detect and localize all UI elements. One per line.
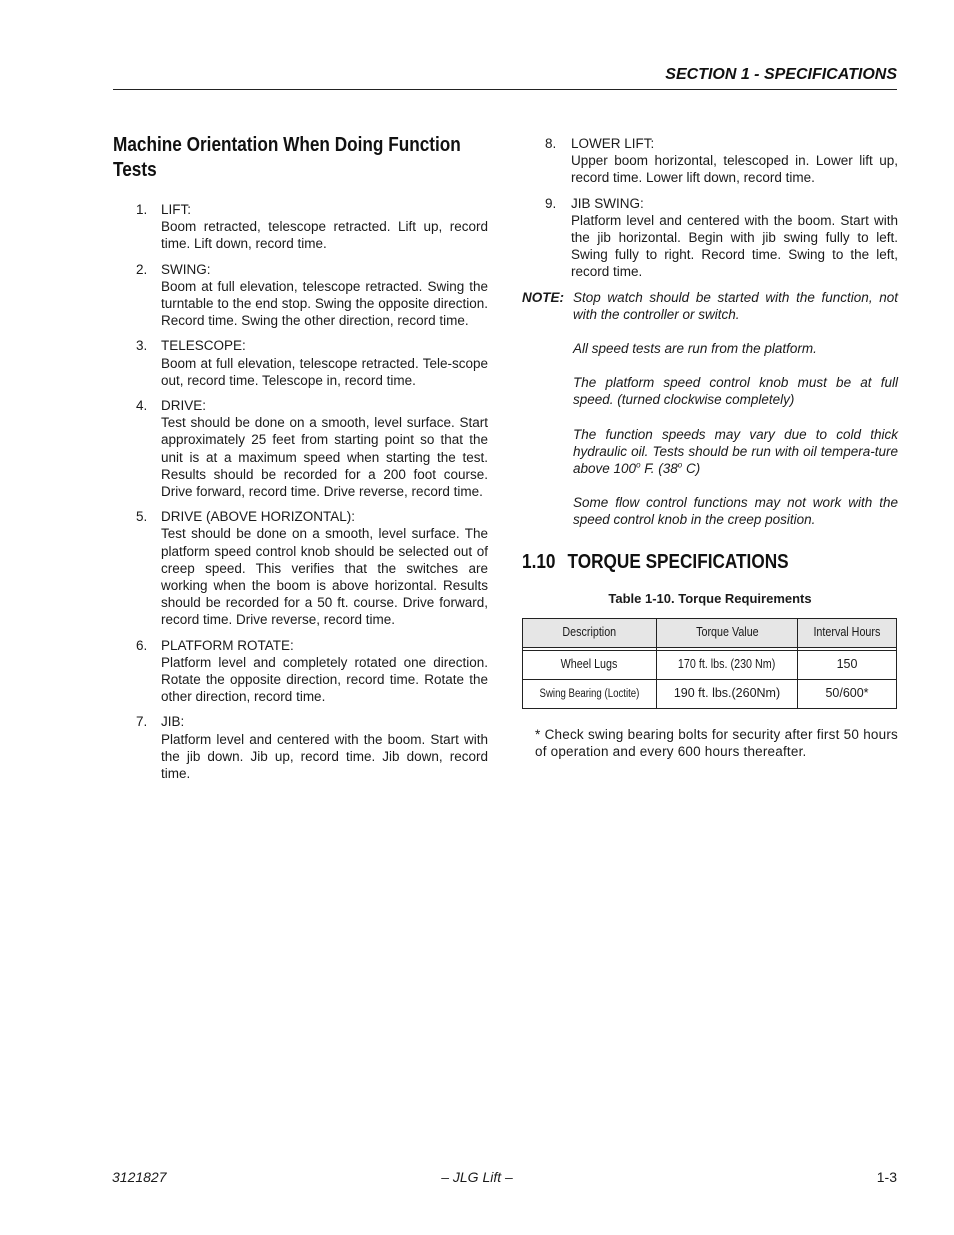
section-number: 1.10	[522, 550, 556, 573]
step-number: 7.	[136, 714, 148, 730]
table-cell: 150	[798, 650, 897, 679]
note-paragraph: Some flow control functions may not work with the speed control knob in the creep position.	[573, 495, 898, 528]
step-title: DRIVE (ABOVE HORIZONTAL):	[161, 509, 356, 525]
step-text: Platform level and centered with the boom. Start with the jib down. Jib up, record time. Jib down, record time.	[161, 731, 488, 782]
list-item	[522, 195, 898, 281]
step-title: PLATFORM ROTATE:	[161, 637, 294, 653]
note-paragraph: Stop watch should be started with the function, not with the controller or switch.	[573, 289, 898, 322]
list-item	[113, 397, 488, 500]
list-item	[113, 637, 488, 706]
step-number: 1.	[136, 202, 148, 217]
orientation-heading: Machine Orientation When Doing Function Tests	[113, 134, 461, 181]
note-text: C)	[682, 461, 701, 477]
header-divider	[113, 89, 897, 90]
list-item	[113, 261, 488, 330]
function-test-steps-continued	[522, 135, 898, 281]
footer-doc-number: 3121827	[112, 1169, 167, 1185]
torque-section-heading	[522, 550, 892, 574]
step-number: 9.	[545, 195, 557, 211]
step-title: LOWER LIFT:	[571, 136, 655, 151]
table-cell: 190 ft. lbs.(260Nm)	[657, 679, 798, 708]
step-number: 2.	[136, 261, 148, 277]
step-title: TELESCOPE:	[161, 338, 246, 354]
step-title: JIB:	[161, 714, 185, 730]
step-text: Boom at full elevation, telescope retracted. Swing the turntable to the end stop. Swing the opposite direction. Record time. Swing the other direction, record time.	[161, 278, 488, 329]
table-caption: Table 1-10. Torque Requirements	[608, 590, 812, 606]
table-row	[523, 650, 897, 679]
note-paragraph-temperature	[573, 426, 898, 478]
step-number: 8.	[545, 136, 557, 151]
step-text: Boom at full elevation, telescope retracted. Tele-scope out, record time. Telescope in, record time.	[161, 355, 488, 388]
note-paragraph: The platform speed control knob must be at full speed. (turned clockwise completely)	[573, 375, 898, 408]
step-text: Boom retracted, telescope retracted. Lift up, record time. Lift down, record time.	[161, 219, 488, 252]
right-column	[522, 135, 898, 760]
table-footnote: * Check swing bearing bolts for security after first 50 hours of operation and every 600 hours thereafter.	[535, 726, 898, 760]
degree-symbol: o	[636, 460, 641, 470]
step-number: 3.	[136, 338, 148, 354]
step-number: 5.	[136, 509, 148, 525]
column-header: Torque Value	[657, 618, 798, 647]
table-cell: Swing Bearing (Loctite)	[523, 679, 657, 708]
step-text: Upper boom horizontal, telescoped in. Lower lift up, record time. Lower lift down, record time.	[571, 153, 898, 186]
step-text: Test should be done on a smooth, level surface. Start approximately 25 feet from starting point so that the unit is at a maximum speed when starting the test. Results should be recorded for a 200 foot course. Drive forward, record time. Drive reverse, record time.	[161, 415, 488, 500]
list-item	[113, 713, 488, 782]
footer-brand: – JLG Lift –	[441, 1169, 513, 1185]
note-text: F. (38	[640, 461, 678, 477]
step-text: Test should be done on a smooth, level surface. The platform speed control knob should be selected out of creep speed. This verifies that the switches are working when the boom is above horizontal. Results should be recorded for a 50 ft. course. Drive forward, record time. Drive reverse, record time.	[161, 526, 488, 628]
step-number: 4.	[136, 398, 148, 414]
step-title: SWING:	[161, 261, 211, 277]
step-text: Platform level and completely rotated one direction. Rotate the opposite direction, record time. Rotate the other direction, record time.	[161, 654, 488, 705]
table-cell: 50/600*	[798, 679, 897, 708]
step-text: Platform level and centered with the boom. Start with the jib horizontal. Begin with jib swing fully to left. Swing fully to right. Record time. Swing to the left, record time.	[571, 212, 898, 280]
step-title: LIFT:	[161, 202, 192, 217]
step-number: 6.	[136, 637, 148, 653]
table-header-row	[523, 618, 897, 647]
degree-symbol: o	[677, 460, 683, 470]
step-title: DRIVE:	[161, 398, 207, 414]
left-column	[113, 133, 488, 790]
function-test-steps	[113, 201, 488, 782]
step-title: JIB SWING:	[571, 195, 644, 211]
footer-page-number: 1-3	[876, 1169, 897, 1185]
section-header-title: SECTION 1 - SPECIFICATIONS	[665, 66, 897, 83]
list-item	[522, 135, 898, 187]
note-paragraph: All speed tests are run from the platform.	[573, 341, 817, 357]
note-label: NOTE:	[522, 289, 564, 305]
list-item	[113, 508, 488, 628]
list-item	[113, 201, 488, 253]
table-row	[523, 679, 897, 708]
column-header: Description	[523, 618, 657, 647]
table-cell: Wheel Lugs	[523, 650, 657, 679]
column-header: Interval Hours	[798, 618, 897, 647]
note-block	[522, 289, 898, 529]
torque-requirements-table	[522, 618, 897, 709]
list-item	[113, 337, 488, 389]
section-title: TORQUE SPECIFICATIONS	[567, 550, 789, 573]
table-cell: 170 ft. lbs. (230 Nm)	[657, 650, 798, 679]
note-text: The function speeds may vary due to cold thick hydraulic oil. Tests should be run with oil tempera-ture above 100	[573, 426, 898, 477]
